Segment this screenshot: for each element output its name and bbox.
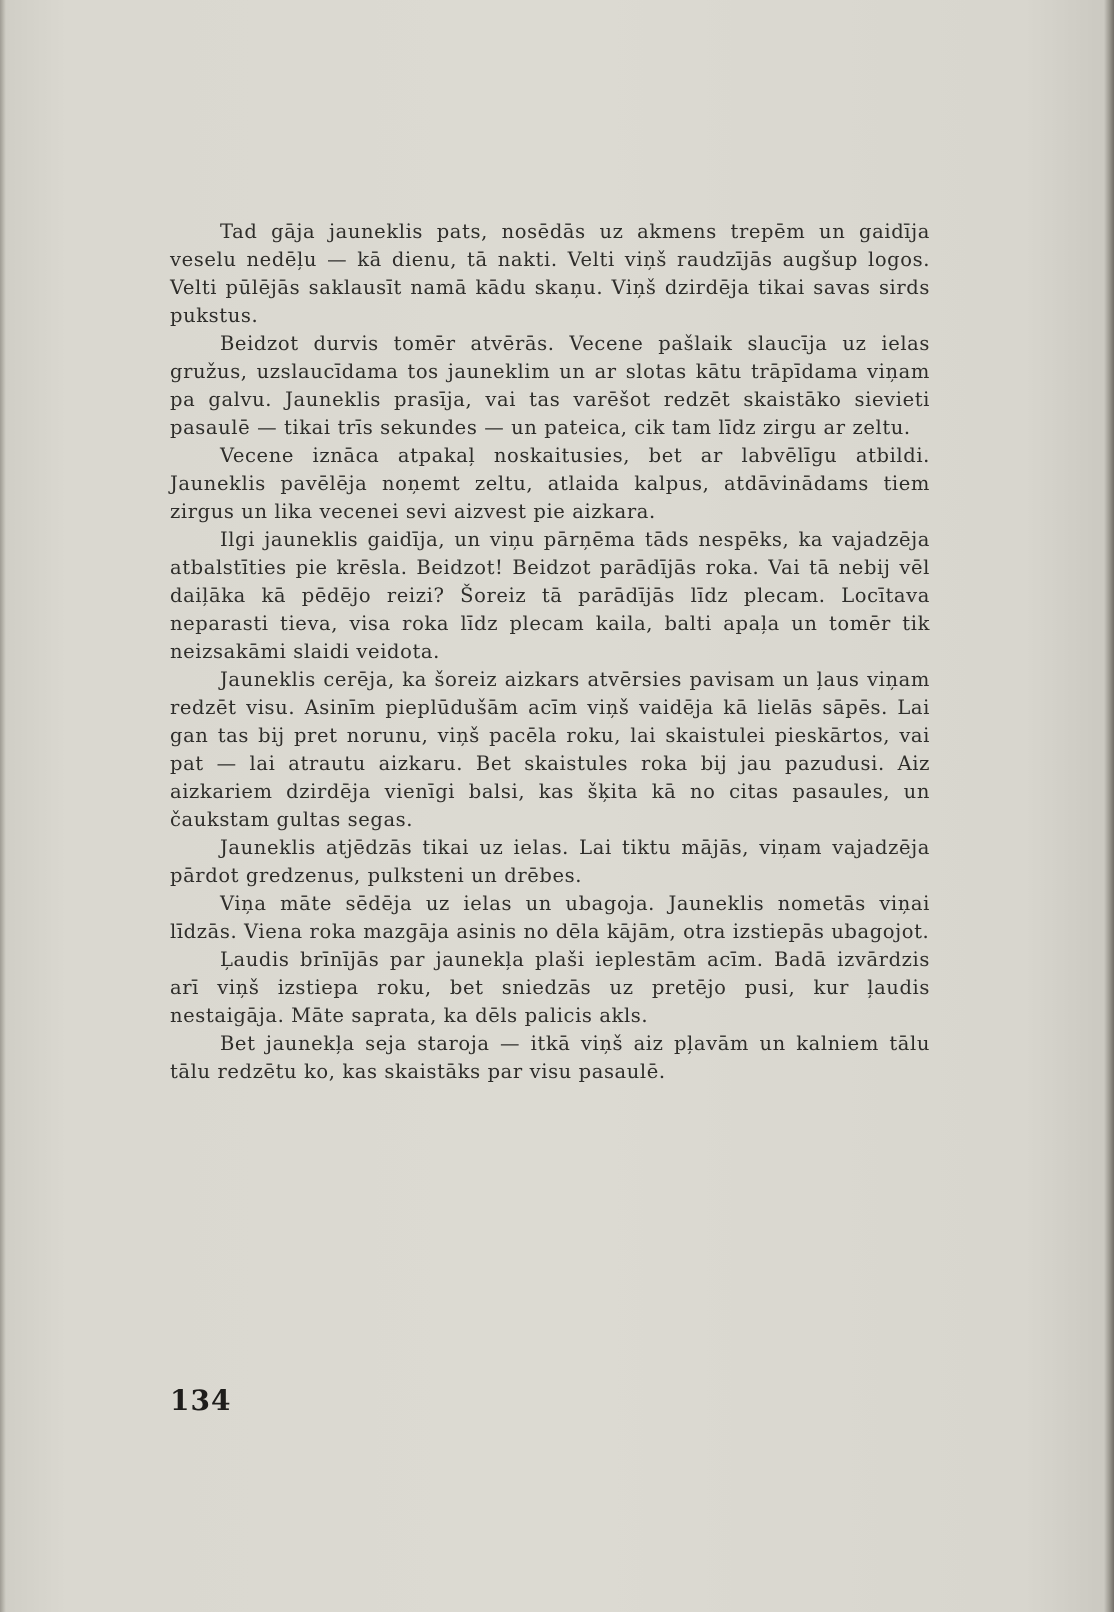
paragraph-7: Viņa māte sēdēja uz ielas un ubagoja. Jauneklis nometās viņai līdzās. Viena roka mazgāja asinis no dēla kājām, otra izstiepās ubagojot.: [170, 892, 930, 943]
paragraph-8: Ļaudis brīnījās par jaunekļa plaši ieplestām acīm. Badā izvārdzis arī viņš izstiepa roku, bet sniedzās uz pretējo pusi, kur ļaudis nestaigāja. Māte saprata, ka dēls palicis akls.: [170, 948, 930, 1027]
paragraph-6: Jauneklis atjēdzās tikai uz ielas. Lai tiktu mājās, viņam vajadzēja pārdot gredzenus, pulksteni un drēbes.: [170, 836, 930, 887]
page-left-edge-shadow: [0, 0, 6, 1612]
paragraph-9: Bet jaunekļa seja staroja — itkā viņš aiz pļavām un kalniem tālu tālu redzētu ko, kas skaistāks par visu pasaulē.: [170, 1032, 930, 1083]
paragraph-1: Tad gāja jauneklis pats, nosēdās uz akmens trepēm un gaidīja veselu nedēļu — kā dienu, tā nakti. Velti viņš raudzījās augšup logos. Velti pūlējās saklausīt namā kādu skaņu. Viņš dzirdēja tikai savas sirds pukstus.: [170, 220, 930, 327]
paragraph-3: Vecene iznāca atpakaļ noskaitusies, bet ar labvēlīgu atbildi. Jauneklis pavēlēja noņemt zeltu, atlaida kalpus, atdāvinādams tiem zirgus un lika vecenei sevi aizvest pie aizkara.: [170, 444, 930, 523]
page-right-edge-shadow: [1104, 0, 1114, 1612]
paragraph-2: Beidzot durvis tomēr atvērās. Vecene pašlaik slaucīja uz ielas gružus, uzslaucīdama tos jauneklim un ar slotas kātu trāpīdama viņam pa galvu. Jauneklis prasīja, vai tas varēšot redzēt skaistāko sievieti pasaulē — tikai trīs sekundes — un pateica, cik tam līdz zirgu ar zeltu.: [170, 332, 930, 439]
page-number: 134: [170, 1384, 232, 1417]
body-text: [170, 218, 930, 1086]
paragraph-4: Ilgi jauneklis gaidīja, un viņu pārņēma tāds nespēks, ka vajadzēja atbalstīties pie krēsla. Beidzot! Beidzot parādījās roka. Vai tā nebij vēl daiļāka kā pēdējo reizi? Šoreiz tā parādījās līdz plecam. Locītava neparasti tieva, visa roka līdz plecam kaila, balti apaļa un tomēr tik neizsakāmi slaidi veidota.: [170, 528, 930, 663]
paragraph-5: Jauneklis cerēja, ka šoreiz aizkars atvērsies pavisam un ļaus viņam redzēt visu. Asinīm pieplūdušām acīm viņš vaidēja kā lielās sāpēs. Lai gan tas bij pret norunu, viņš pacēla roku, lai skaistulei pieskārtos, vai pat — lai atrautu aizkaru. Bet skaistules roka bij jau pazudusi. Aiz aizkariem dzirdēja vienīgi balsi, kas šķita kā no citas pasaules, un čaukstam gultas segas.: [170, 668, 930, 831]
